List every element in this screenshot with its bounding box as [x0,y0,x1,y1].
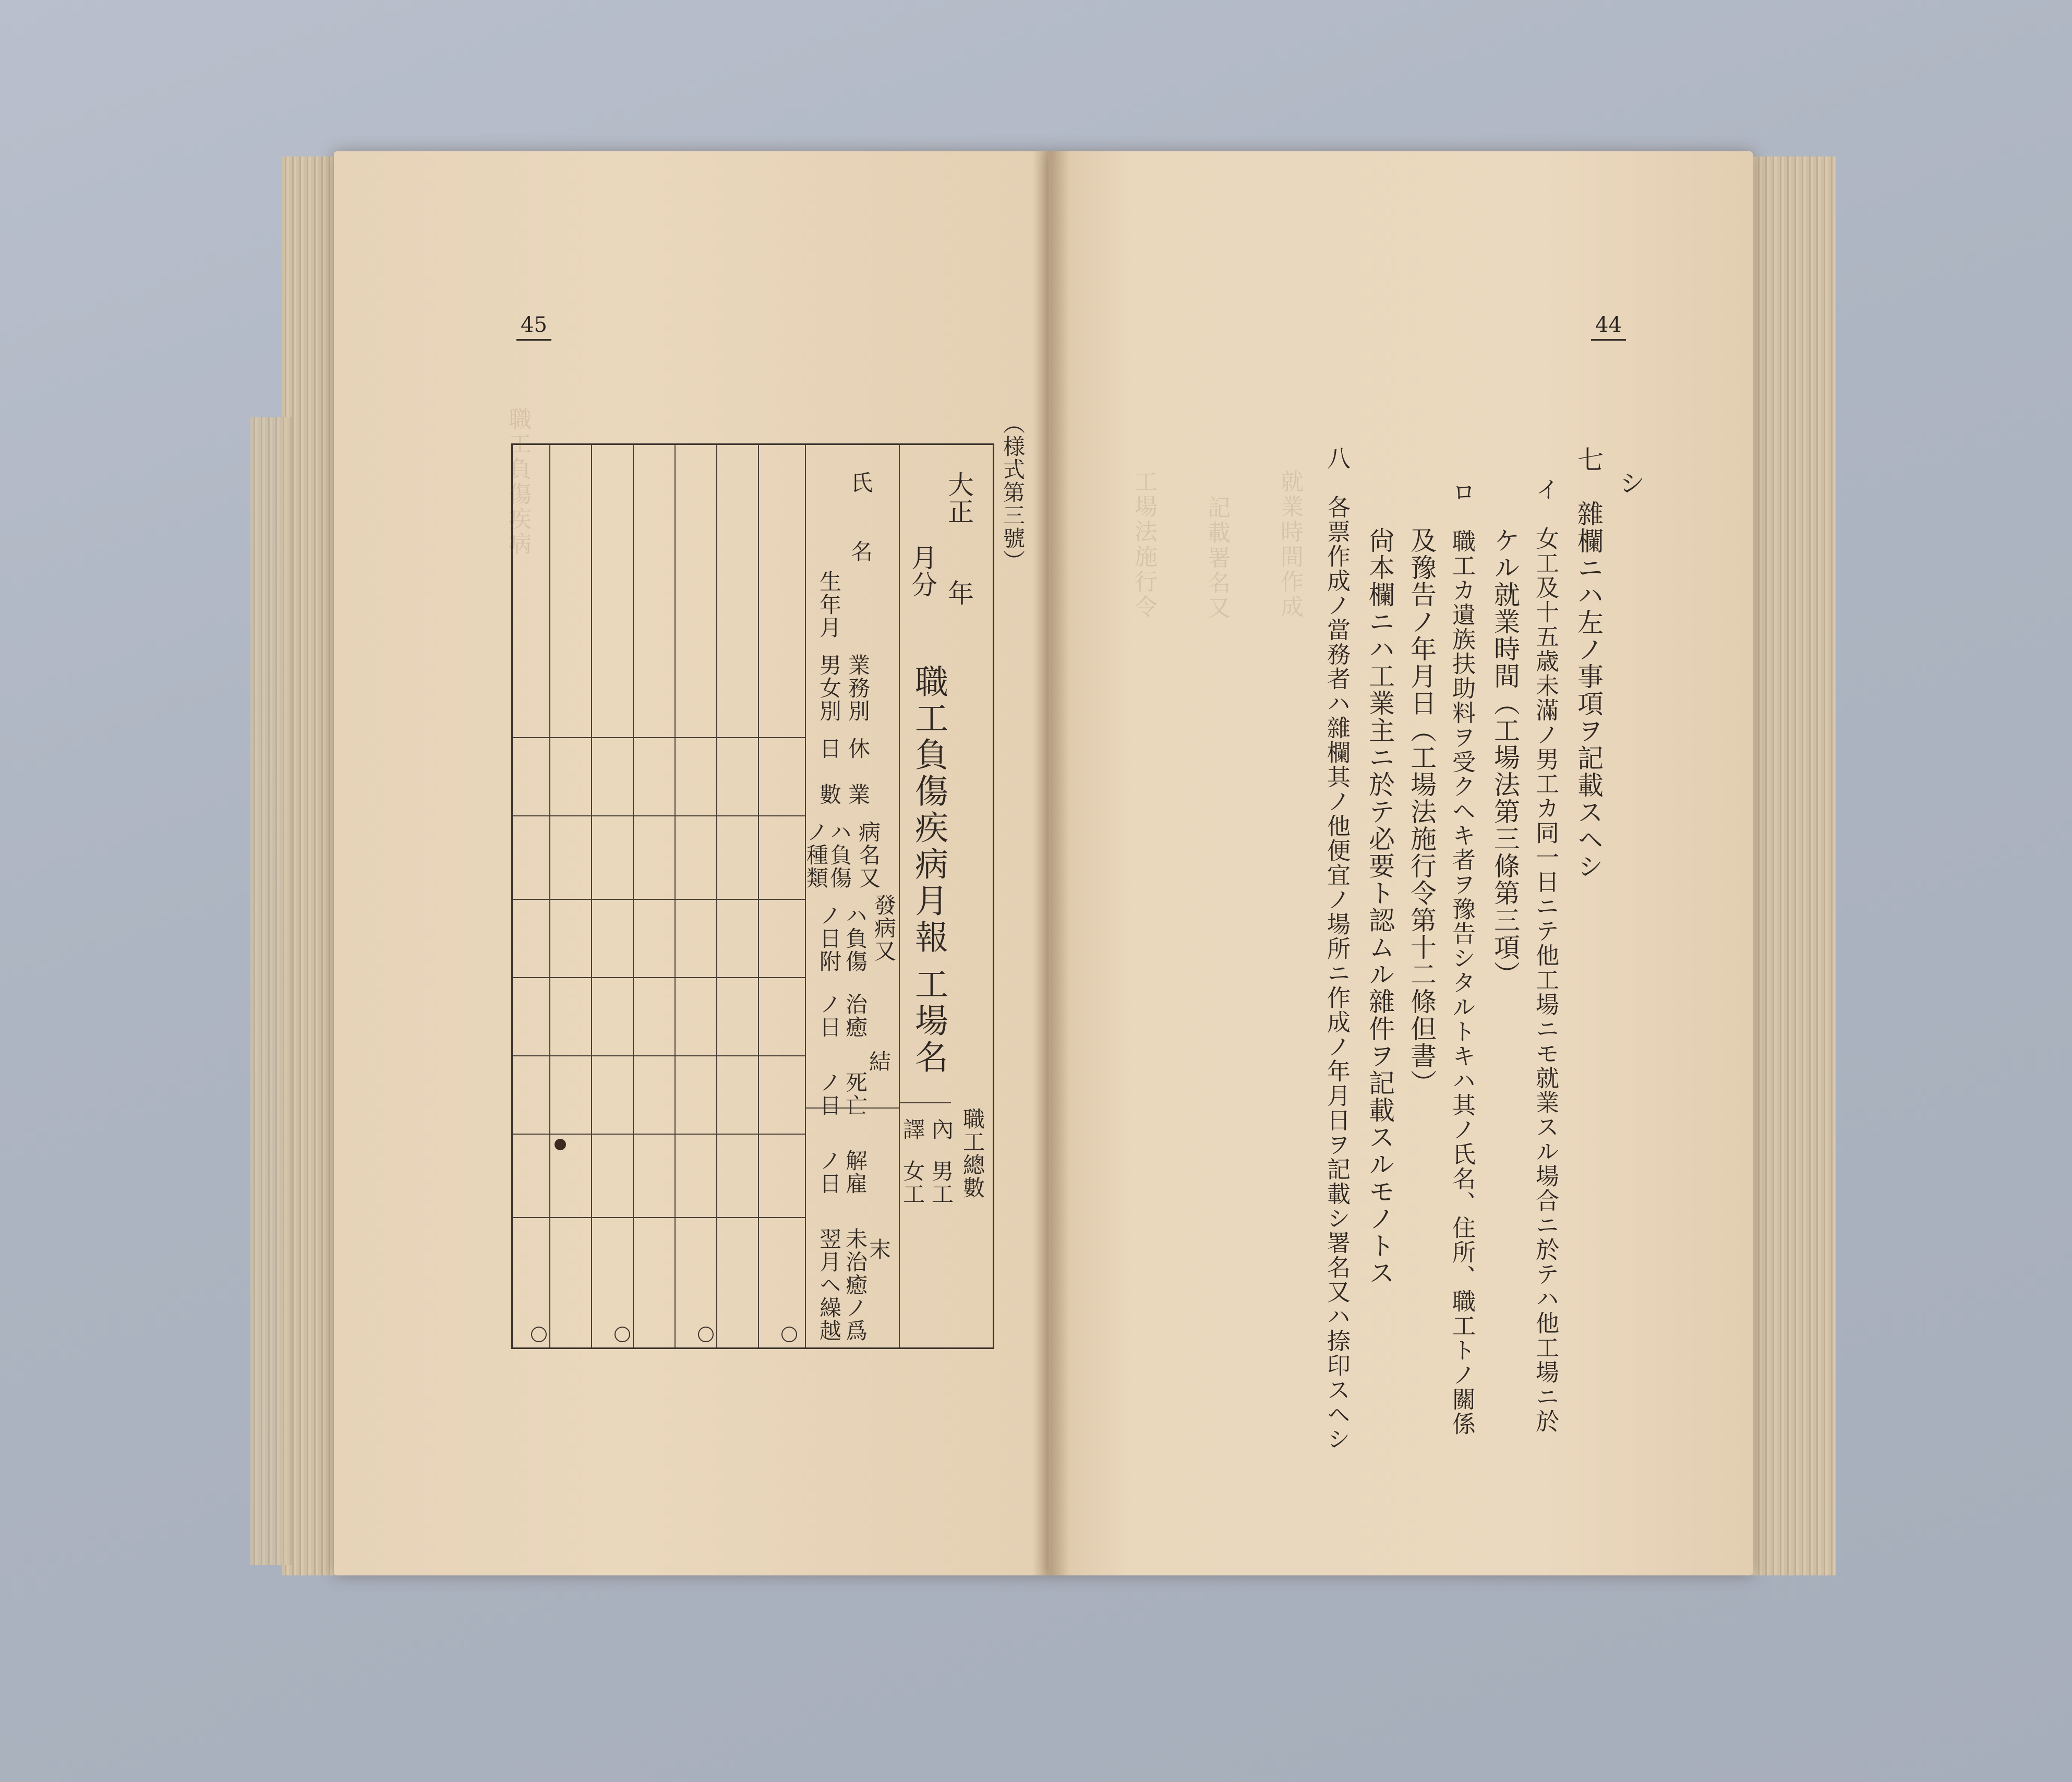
right-page-number: 44 [1591,313,1626,341]
col-header-name: 氏 名 [848,471,873,563]
text-line-1: 七 雜欄ニハ左ノ事項ヲ記載スヘシ [1573,446,1604,880]
row-end-circle [615,1327,630,1342]
col-header-result: 結 [866,1050,892,1073]
era-year-label: 大正 年 [944,471,974,607]
form-col-line [716,445,717,1347]
right-page [1049,151,1753,1575]
form-col-line [633,445,634,1347]
col-header-onset-b: ハ負傷 [842,904,868,973]
row-end-circle [781,1327,797,1342]
male-workers-label: 男工 [929,1160,954,1206]
form-row-line [513,977,805,978]
show-through-text: 記載署名又 [1203,496,1230,621]
text-line-0: シ [1615,469,1645,497]
col-header-death-b: ノ日 [816,1071,842,1117]
form-row-line [899,1102,951,1103]
col-header-carry-a: 未治癒ノ爲 [842,1227,868,1342]
col-header-onset-a: 發病又 [871,894,897,962]
month-label: 月分 [907,544,937,598]
form-col-line [758,445,759,1347]
col-header-death-a: 死亡 [842,1071,868,1117]
form-col-line [899,445,900,1347]
injury-report-form [511,443,994,1349]
col-header-birth: 生年月 [816,570,842,639]
total-workers-label: 職工總數 [960,1107,985,1199]
form-col-line [591,445,592,1347]
col-header-disease-a: 病名又 [856,821,881,889]
col-header-disease-b: ハ負傷 [827,821,852,889]
text-line-4: ロ 職工カ遺族扶助料ヲ受クヘキ者ヲ豫告シタルトキハ其ノ氏名、住所、職工トノ關係 [1448,480,1476,1436]
text-line-7: 八 各票作成ノ當務者ハ雜欄其ノ他便宜ノ場所ニ作成ノ年月日ヲ記載シ署名又ハ捺印スヘシ [1323,446,1351,1451]
form-row-line [513,737,805,738]
form-row-line [513,1217,805,1218]
form-row-line [513,899,805,900]
text-line-2: イ 女工及十五歳未滿ノ男工カ同一日ニテ他工場ニモ就業スル場合ニ於テハ他工場ニ於 [1532,477,1559,1434]
form-col-line [805,445,806,1347]
show-through-text: 職工負傷疾病 [504,407,531,557]
left-page-edges-lower [250,417,292,1565]
form-col-line [674,445,676,1347]
col-header-dismissal-a: 解雇 [842,1149,868,1195]
form-col-line [549,445,550,1347]
form-title: 職工負傷疾病月報 [909,664,948,956]
right-page-edges [1748,156,1836,1575]
left-page-number: 45 [516,313,551,341]
form-row-line [513,1055,805,1056]
show-through-text: 工場法施行令 [1130,469,1157,620]
show-through-text: 就業時間作成 [1276,469,1303,620]
row-end-circle [531,1327,547,1342]
col-header-leave: 休 業 [845,737,871,806]
ink-spot [555,1139,566,1150]
breakdown-label-2: 譯 [900,1118,925,1141]
col-header-result-end: 末 [866,1238,892,1261]
book-gutter [1033,151,1069,1575]
col-header-onset-c: ノ日附 [816,904,842,973]
col-header-carry-b: 翌月ヘ繰越 [816,1227,842,1342]
female-workers-label: 女工 [900,1160,925,1206]
col-header-dismissal-b: ノ日 [816,1149,842,1195]
col-header-leave-days: 日 數 [816,737,842,806]
breakdown-label: 內 [929,1118,954,1141]
text-line-3: ケル就業時間（工場法第三條第三項） [1490,527,1520,988]
factory-name-label: 工場名 [909,967,948,1076]
text-line-6: 尙本欄ニハ工業主ニ於テ必要ト認ムル雜件ヲ記載スルモノトス [1365,527,1395,1286]
col-header-occupation: 業務別 [845,654,871,723]
form-row-line [513,815,805,816]
form-number-label: （様式第三號） [1000,412,1026,573]
text-line-5: 及豫告ノ年月日（工場法施行令第十二條但書） [1406,527,1437,1097]
col-header-disease-c: ノ種類 [803,821,829,889]
col-header-sex: 男女別 [816,654,842,723]
col-header-cured-a: 治癒 [842,993,868,1039]
row-end-circle [698,1327,714,1342]
col-header-cured-b: ノ日 [816,993,842,1039]
form-row-line [513,1134,805,1135]
